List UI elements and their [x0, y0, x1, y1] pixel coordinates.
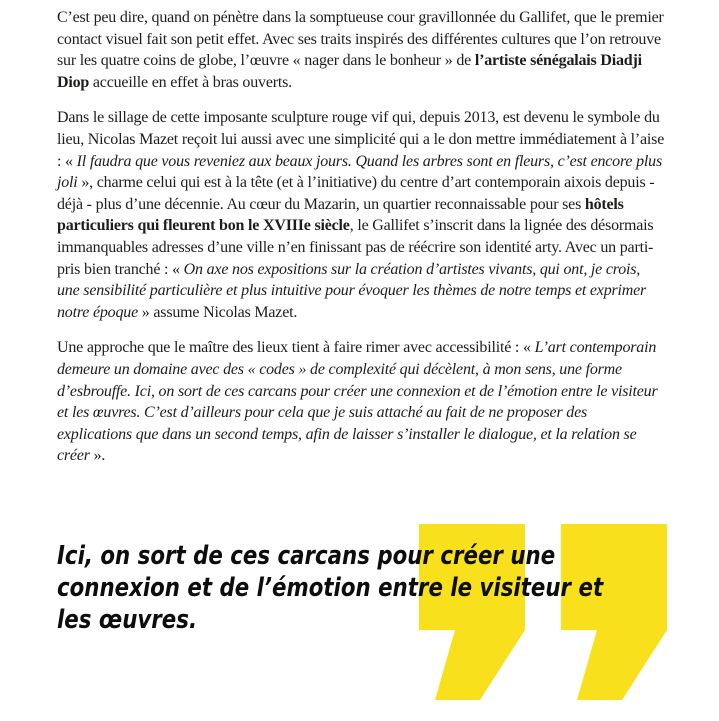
text-segment-regular: Dans le sillage de cette imposante sculpture rouge vif qui, depuis 2013, est devenu le symbole du lieu, Nicolas Mazet reçoit lui aussi avec une simplicité qui a le don mettre immédiatement à l’aise : « [57, 109, 665, 170]
text-segment-regular: ». [89, 447, 106, 465]
text-segment-bold: hôtels particuliers qui fleurent bon le XVIIIe siècle [57, 195, 624, 235]
text-segment-italic: Il faudra que vous reveniez aux beaux jours. Quand les arbres sont en fleurs, c’est encore plus joli [57, 152, 662, 192]
paragraph [57, 7, 665, 93]
pullquote-text [57, 540, 603, 636]
text-segment-regular: », charme celui qui est à la tête (et à l’initiative) du centre d’art contemporain aixois depuis - déjà - plus d’une décennie. Au cœur du Mazarin, un quartier reconnaissable pour ses [57, 174, 655, 213]
text-segment-bold: l’artiste sénégalais Diadji Diop [57, 52, 642, 91]
text-segment-italic: L’art contemporain demeure un domaine avec des « codes » de complexité qui décèlent, à mon sens, une forme d’esbrouffe. Ici, on sort de ces carcans pour créer une connexion et de l’émotion entre le visiteur et les œuvres. C’est d’ailleurs pour cela que je suis attaché au fait de ne proposer des explications que dans un second temps, afin de laisser s’installer le dialogue, et la relation se créer [57, 339, 658, 465]
text-segment-regular: accueille en effet à bras ouverts. [89, 73, 292, 91]
paragraph [57, 107, 665, 323]
paragraph [57, 337, 665, 467]
article-paragraphs [57, 7, 665, 481]
pullquote [0, 524, 719, 721]
text-segment-regular: , le Gallifet s’inscrit dans la lignée des désormais immanquables adresses d’une ville n’en finissant pas de réécrire son identité arty. Avec un parti-pris bien tranché : « [57, 217, 654, 278]
text-segment-regular: » assume Nicolas Mazet. [137, 303, 298, 321]
pullquote-line: connexion et de l’émotion entre le visiteur et [57, 573, 604, 603]
pullquote-line: les œuvres. [57, 605, 198, 635]
text-segment-italic: On axe nos expositions sur la création d’artistes vivants, qui ont, je crois, une sensibilité particulière et plus intuitive pour évoquer les thèmes de notre temps et exprimer notre époque [57, 260, 647, 321]
pullquote-line: Ici, on sort de ces carcans pour créer une [57, 541, 556, 571]
text-segment-regular: Une approche que le maître des lieux tient à faire rimer avec accessibilité : « [57, 339, 535, 357]
text-segment-regular: C’est peu dire, quand on pénètre dans la somptueuse cour gravillonnée du Gallifet, que le premier contact visuel fait son petit effet. Avec ses traits inspirés des différentes cultures que l’on retrouve sur les quatre coins de globe, l’œuvre « nager dans le bonheur » de [57, 9, 664, 70]
